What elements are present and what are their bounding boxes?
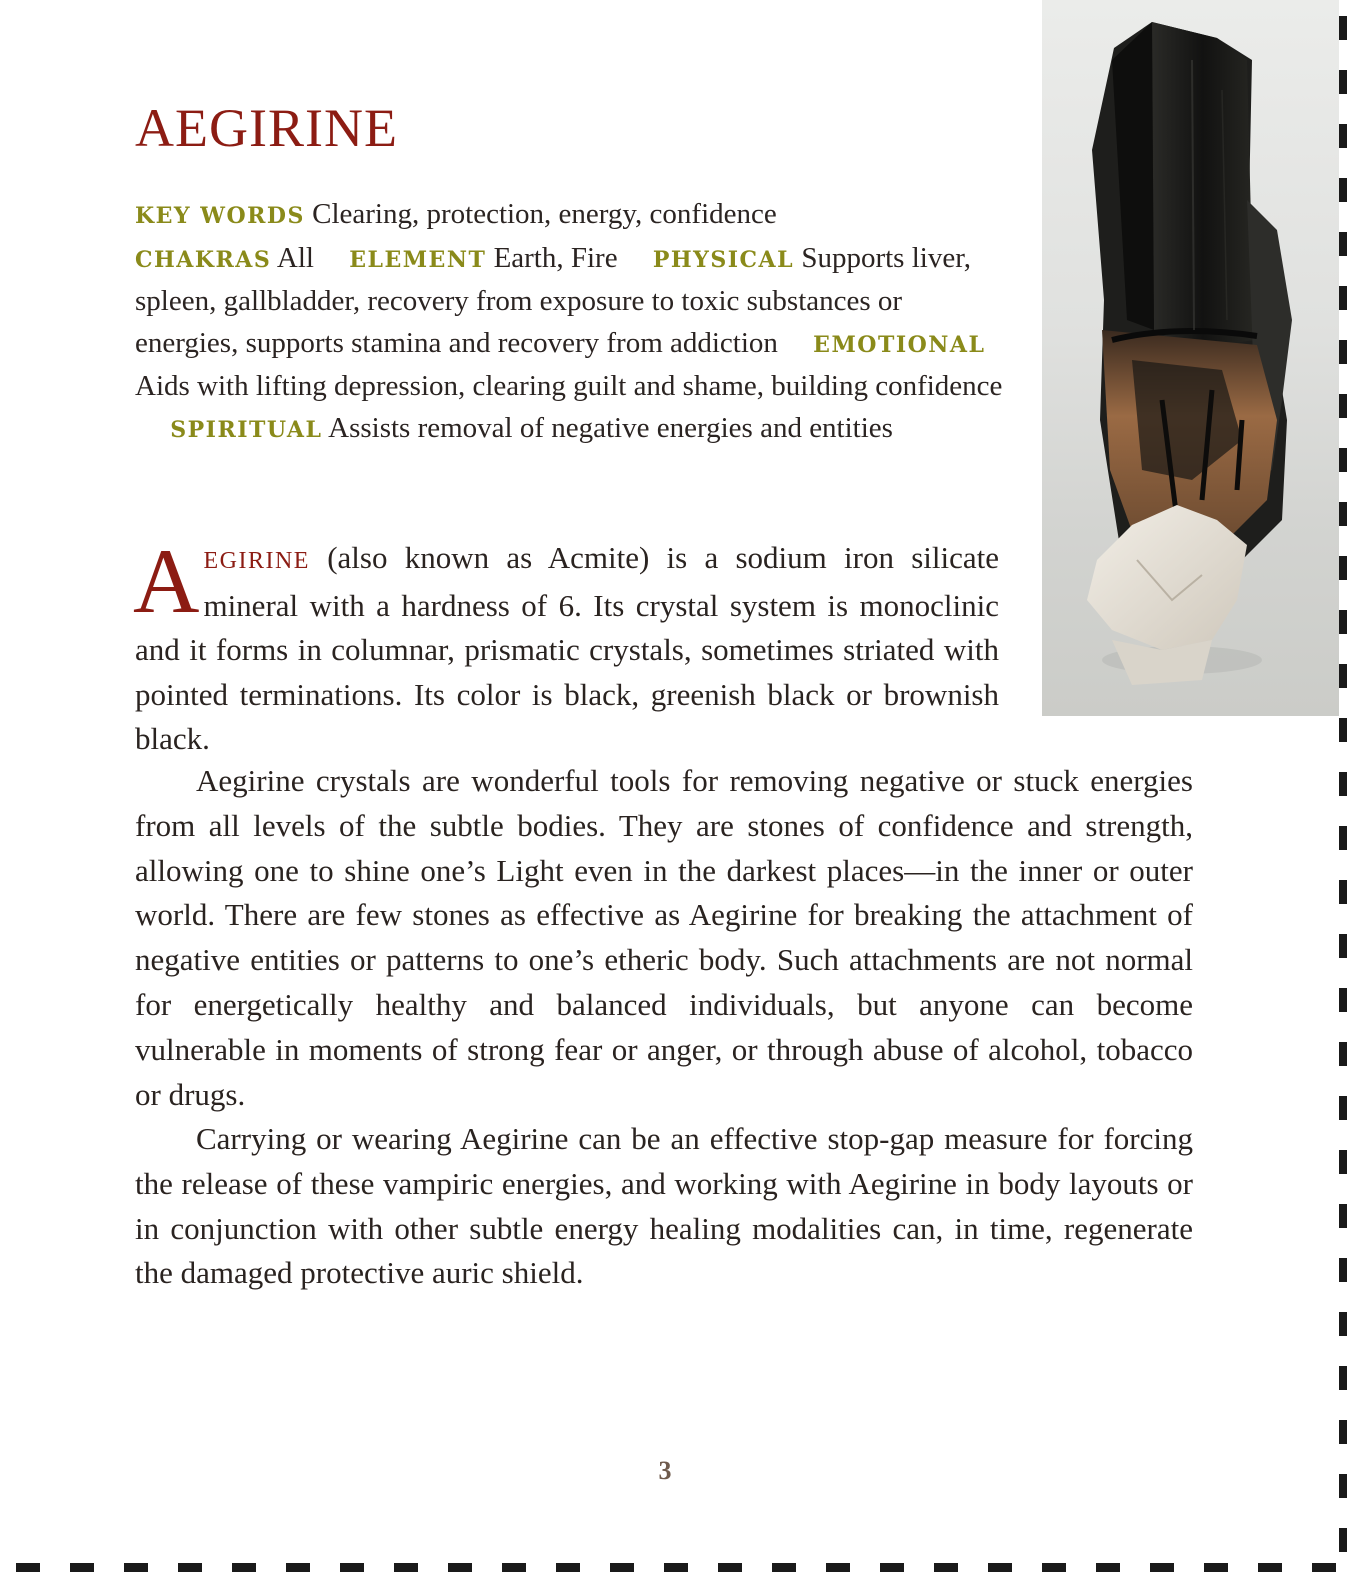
key-words-value: Clearing, protection, energy, confidence	[312, 198, 777, 230]
spiritual-value: Assists removal of negative energies and entities	[328, 411, 893, 444]
page-number: 3	[658, 1456, 672, 1485]
crop-marks-bottom	[0, 1563, 1347, 1572]
properties-block	[135, 194, 1005, 452]
mineral-title: AEGIRINE	[135, 98, 398, 158]
body-paragraph-1	[133, 530, 1000, 762]
key-words-label: KEY WORDS	[135, 203, 305, 229]
crop-marks-right	[1339, 0, 1347, 1572]
drop-cap: A	[133, 530, 200, 632]
element-label: ELEMENT	[349, 246, 487, 273]
body-paragraph-2: Aegirine crystals are wonderful tools for removing negative or stuck energies from all levels of the subtle bodies. They are stones of confidence and strength, allowing one to shine one’s Light even in the darkest places—in the inner or outer world. There are few stones as effective as Aegirine for breaking the attachment of negative entities or patterns to one’s etheric body. Such attachments are not normal for energetically healthy and balanced individuals, but anyone can become vulnerable in moments of strong fear or anger, or through abuse of alcohol, tobacco or drugs.	[135, 763, 1193, 1112]
emotional-value: Aids with lifting depression, clearing guilt and shame, building confidence	[135, 370, 1003, 403]
chakras-label: CHAKRAS	[135, 246, 272, 273]
physical-label: PHYSICAL	[652, 246, 795, 273]
body-paragraph-3: Carrying or wearing Aegirine can be an effective stop-gap measure for forcing the release of these vampiric energies, and working with Aegirine in body layouts or in conjunction with other subtle energy healing modalities can, in time, regenerate the damaged protective auric shield.	[135, 1121, 1193, 1291]
paragraph-1-text: (also known as Acmite) is a sodium iron silicate mineral with a hardness of 6. Its crystal system is monoclinic and it forms in columnar, prismatic crystals, sometimes striated with pointed terminations. Its color is black, greenish black or brownish black.	[135, 540, 1000, 757]
crystal-illustration	[1042, 0, 1340, 716]
chakras-value: All	[276, 241, 314, 274]
lead-word: EGIRINE	[203, 548, 310, 574]
aegirine-crystal-photo	[1042, 0, 1340, 716]
physical-value: Supports liver, spleen, gallbladder, recovery from exposure to toxic substances or energies, supports stamina and recovery from addiction	[135, 241, 971, 359]
element-value: Earth, Fire	[493, 241, 618, 274]
spiritual-label: SPIRITUAL	[170, 416, 323, 443]
emotional-label: EMOTIONAL	[813, 331, 986, 358]
